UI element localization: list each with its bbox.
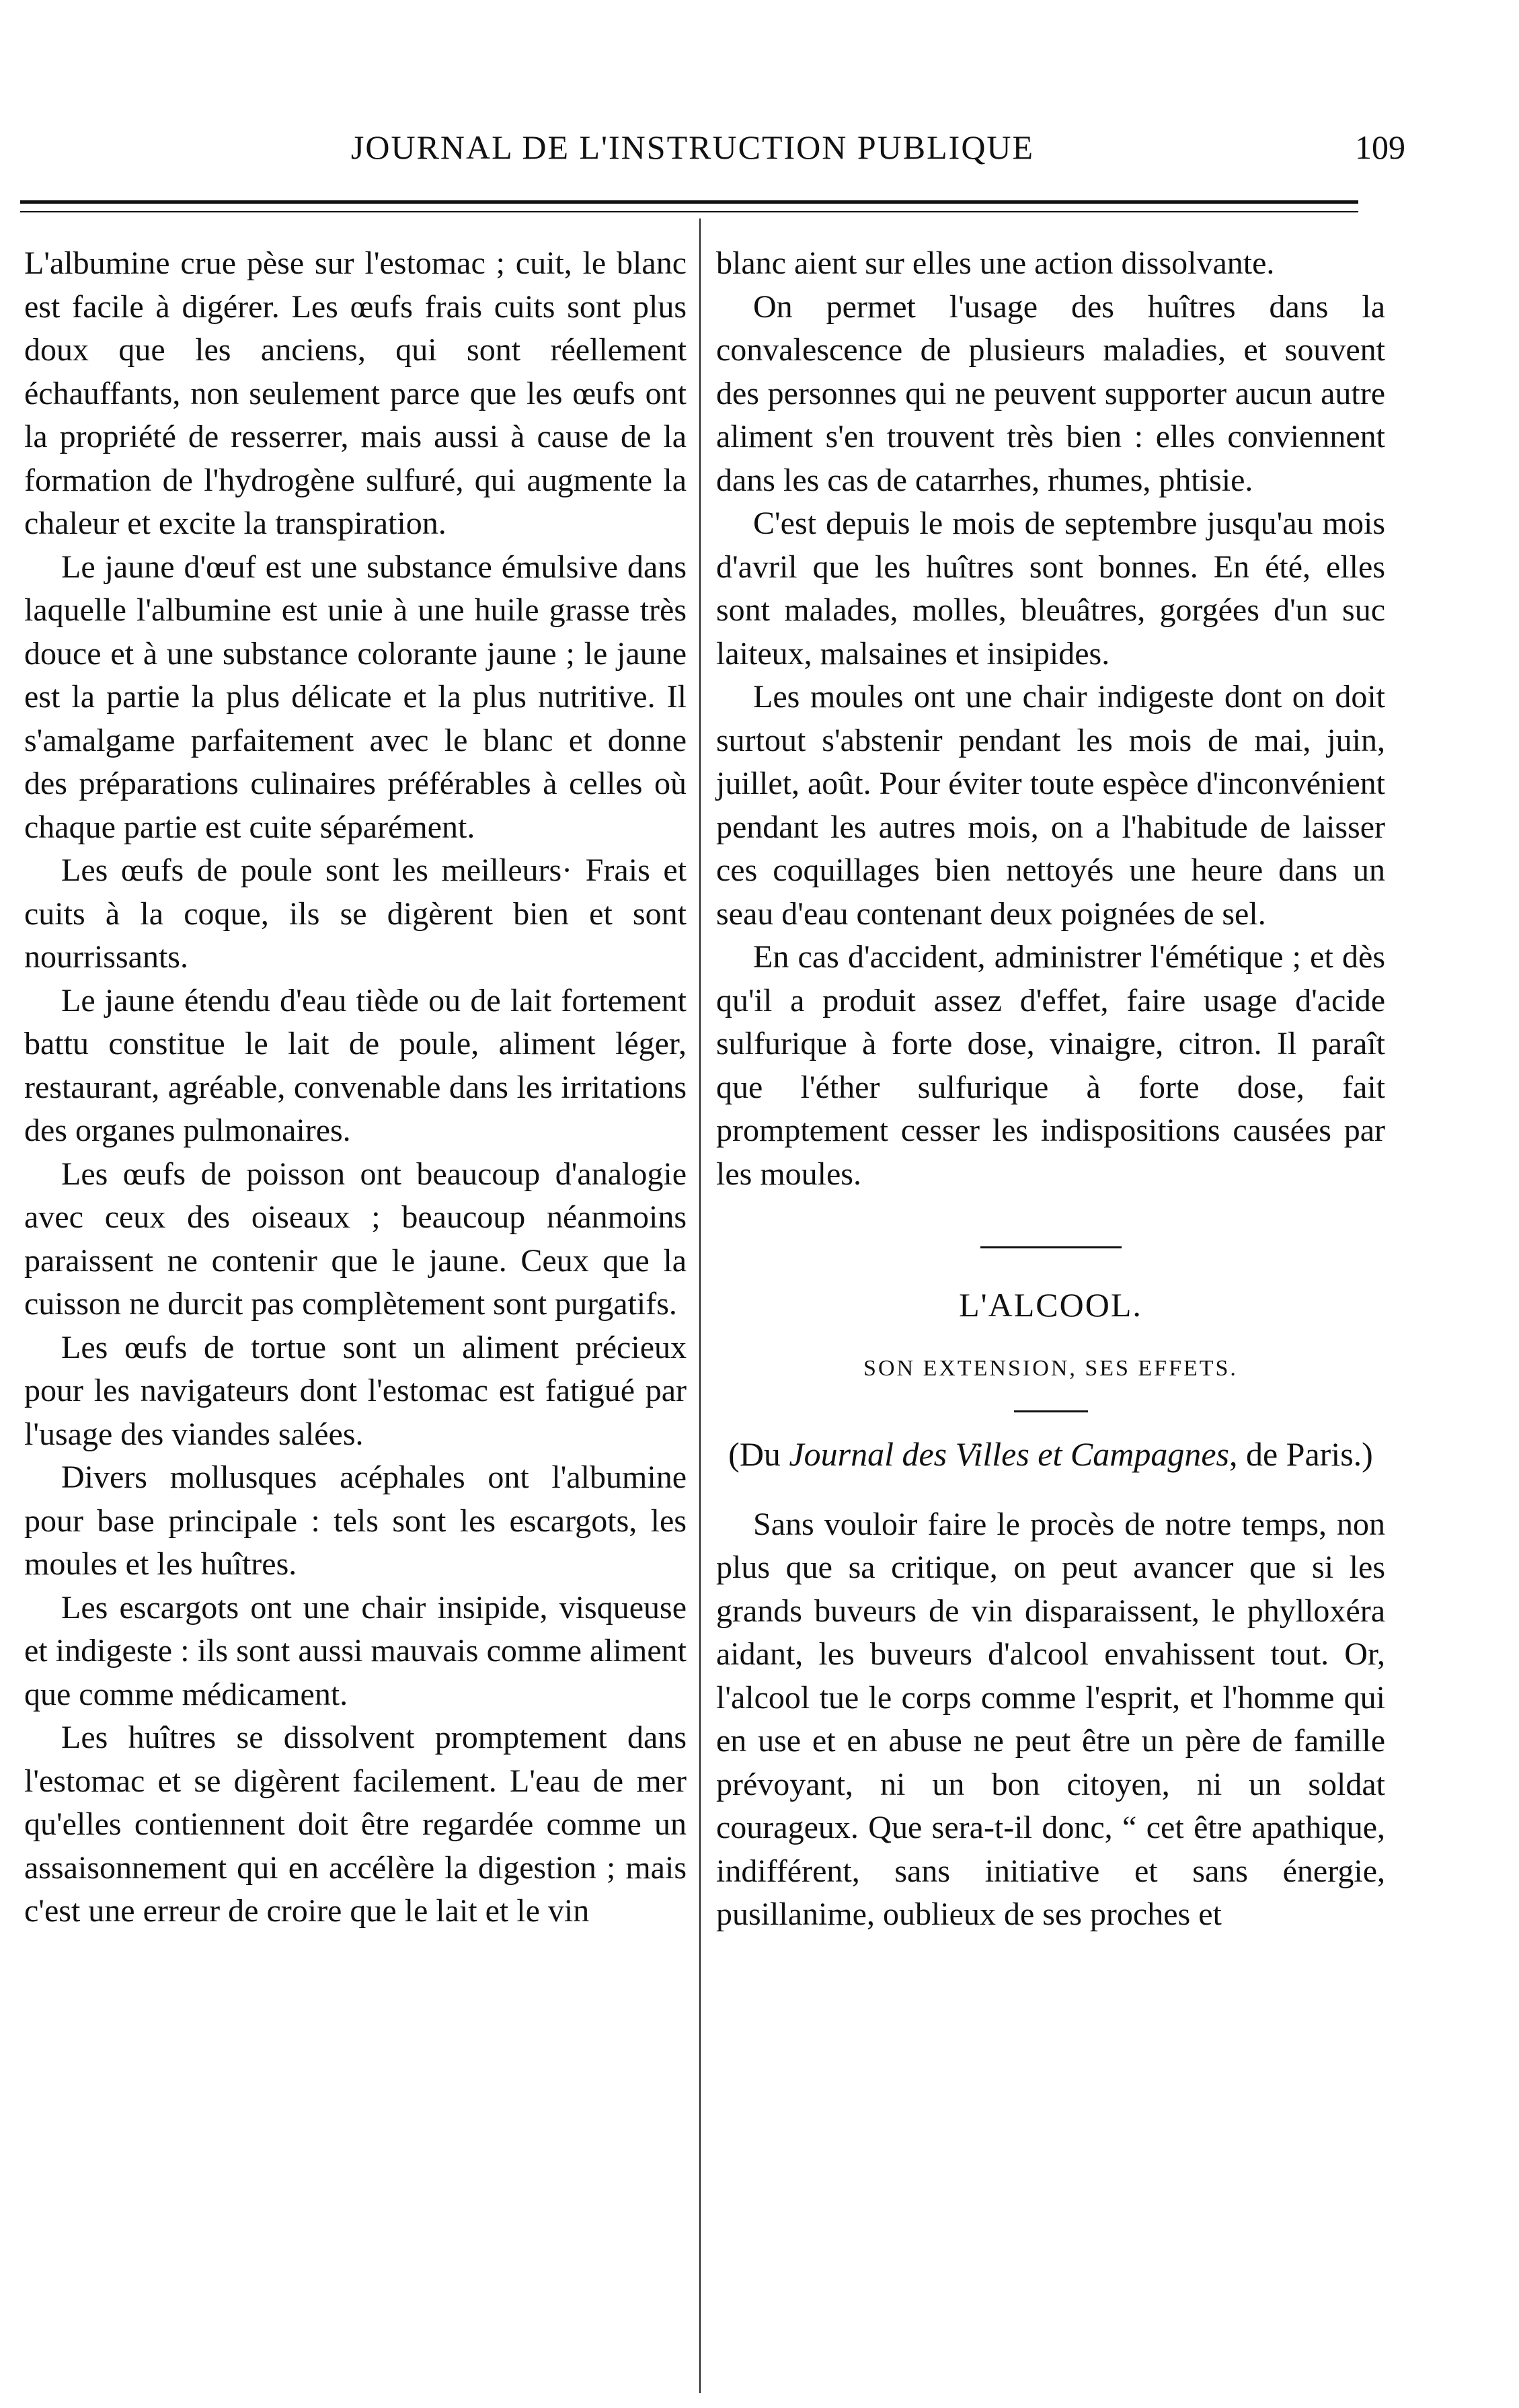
right-column <box>716 242 1385 1937</box>
paragraph: L'albumine crue pèse sur l'estomac ; cuit, le blanc est facile à digérer. Les œufs frais cuits sont plus doux que les anciens, qui sont réellement échauffants, non seulement parce que les œufs ont la propriété de resserrer, mais aussi à cause de la formation de l'hydrogène sulfuré, qui augmente la chaleur et excite la transpiration. <box>24 245 687 541</box>
paragraph: Les moules ont une chair indigeste dont on doit surtout s'abstenir pendant les mois de mai, juin, juillet, août. Pour éviter toute espèce d'inconvénient pendant les autres mois, on a l'habitude de laisser ces coquillages bien nettoyés une heure dans un seau d'eau contenant deux poignées de sel. <box>716 679 1386 932</box>
paragraph: En cas d'accident, administrer l'émétique ; et dès qu'il a produit assez d'effet, faire usage d'acide sulfurique à forte dose, vinaigre, citron. Il paraît que l'éther sulfurique à forte dose, fait promptement cesser les indispositions causées par les moules. <box>716 939 1385 1192</box>
paragraph: blanc aient sur elles une action dissolvante. <box>716 245 1275 281</box>
article-subtitle: SON EXTENSION, SES EFFETS. <box>863 1355 1238 1381</box>
paragraph: Les œufs de tortue sont un aliment précieux pour les navigateurs dont l'estomac est fatigué par l'usage des viandes salées. <box>24 1329 687 1452</box>
paragraph: Les œufs de poisson ont beaucoup d'analogie avec ceux des oiseaux ; beaucoup néanmoins paraissent ne contenir que le jaune. Ceux que la cuisson ne durcit pas complètement sont purgatifs. <box>24 1156 687 1322</box>
header-rule-thin <box>20 211 1358 212</box>
paragraph: Le jaune étendu d'eau tiède ou de lait fortement battu constitue le lait de poule, aliment léger, restaurant, agréable, convenable dans les irritations des organes pulmonaires. <box>24 982 687 1148</box>
column-divider <box>699 218 701 2393</box>
paragraph: Les huîtres se dissolvent promptement dans l'estomac et se digèrent facilement. L'eau de mer qu'elles contiennent doit être regardée comme un assaisonnement qui en accélère la digestion ; mais c'est une erreur de croire que le lait et le vin <box>24 1720 687 1929</box>
left-column <box>24 242 687 1933</box>
paragraph: C'est depuis le mois de septembre jusqu'au mois d'avril que les huîtres sont bonnes. En été, elles sont malades, molles, bleuâtres, gorgées d'un suc laiteux, malsaines et insipides. <box>716 506 1385 672</box>
article-title: L'ALCOOL. <box>959 1286 1142 1324</box>
paragraph: Divers mollusques acéphales ont l'albumine pour base principale : tels sont les escargots, les moules et les huîtres. <box>24 1459 687 1582</box>
article-body: Sans vouloir faire le procès de notre temps, non plus que sa critique, on peut avancer que si les grands buveurs de vin disparaissent, le phylloxéra aidant, les buveurs d'alcool envahissent tout. Or, l'alcool tue le corps comme l'esprit, et l'homme qui en use et en abuse ne peut être un père de famille prévoyant, ni un bon citoyen, ni un soldat courageux. Que sera-t-il donc, “ cet être apathique, indifférent, sans initiative et sans énergie, pusillanime, oublieux de ses proches et <box>716 1506 1385 1932</box>
page-number: 109 <box>1355 128 1405 166</box>
paragraph: Les escargots ont une chair insipide, visqueuse et indigeste : ils sont aussi mauvais comme aliment que comme médicament. <box>24 1589 687 1712</box>
paragraph: On permet l'usage des huîtres dans la convalescence de plusieurs maladies, et souvent des personnes qui ne peuvent supporter aucun autre aliment s'en trouvent très bien : elles conviennent dans les cas de catarrhes, rhumes, phtisie. <box>716 288 1385 498</box>
paragraph: Le jaune d'œuf est une substance émulsive dans laquelle l'albumine est unie à une huile grasse très douce et à une substance colorante jaune ; le jaune est la partie la plus délicate et la plus nutritive. Il s'amalgame parfaitement avec le blanc et donne des préparations culinaires préférables à celles où chaque partie est cuite séparément. <box>24 549 687 845</box>
running-head: JOURNAL DE L'INSTRUCTION PUBLIQUE <box>350 128 1035 166</box>
header-rule-thick <box>20 200 1358 204</box>
paragraph: Les œufs de poule sont les meilleurs· Frais et cuits à la coque, ils se digèrent bien et sont nourrissants. <box>24 852 687 975</box>
source-journal-name: Journal des Villes et Campagnes <box>789 1435 1229 1473</box>
article-source: (Du Journal des Villes et Campagnes, de Paris.) <box>728 1435 1373 1473</box>
